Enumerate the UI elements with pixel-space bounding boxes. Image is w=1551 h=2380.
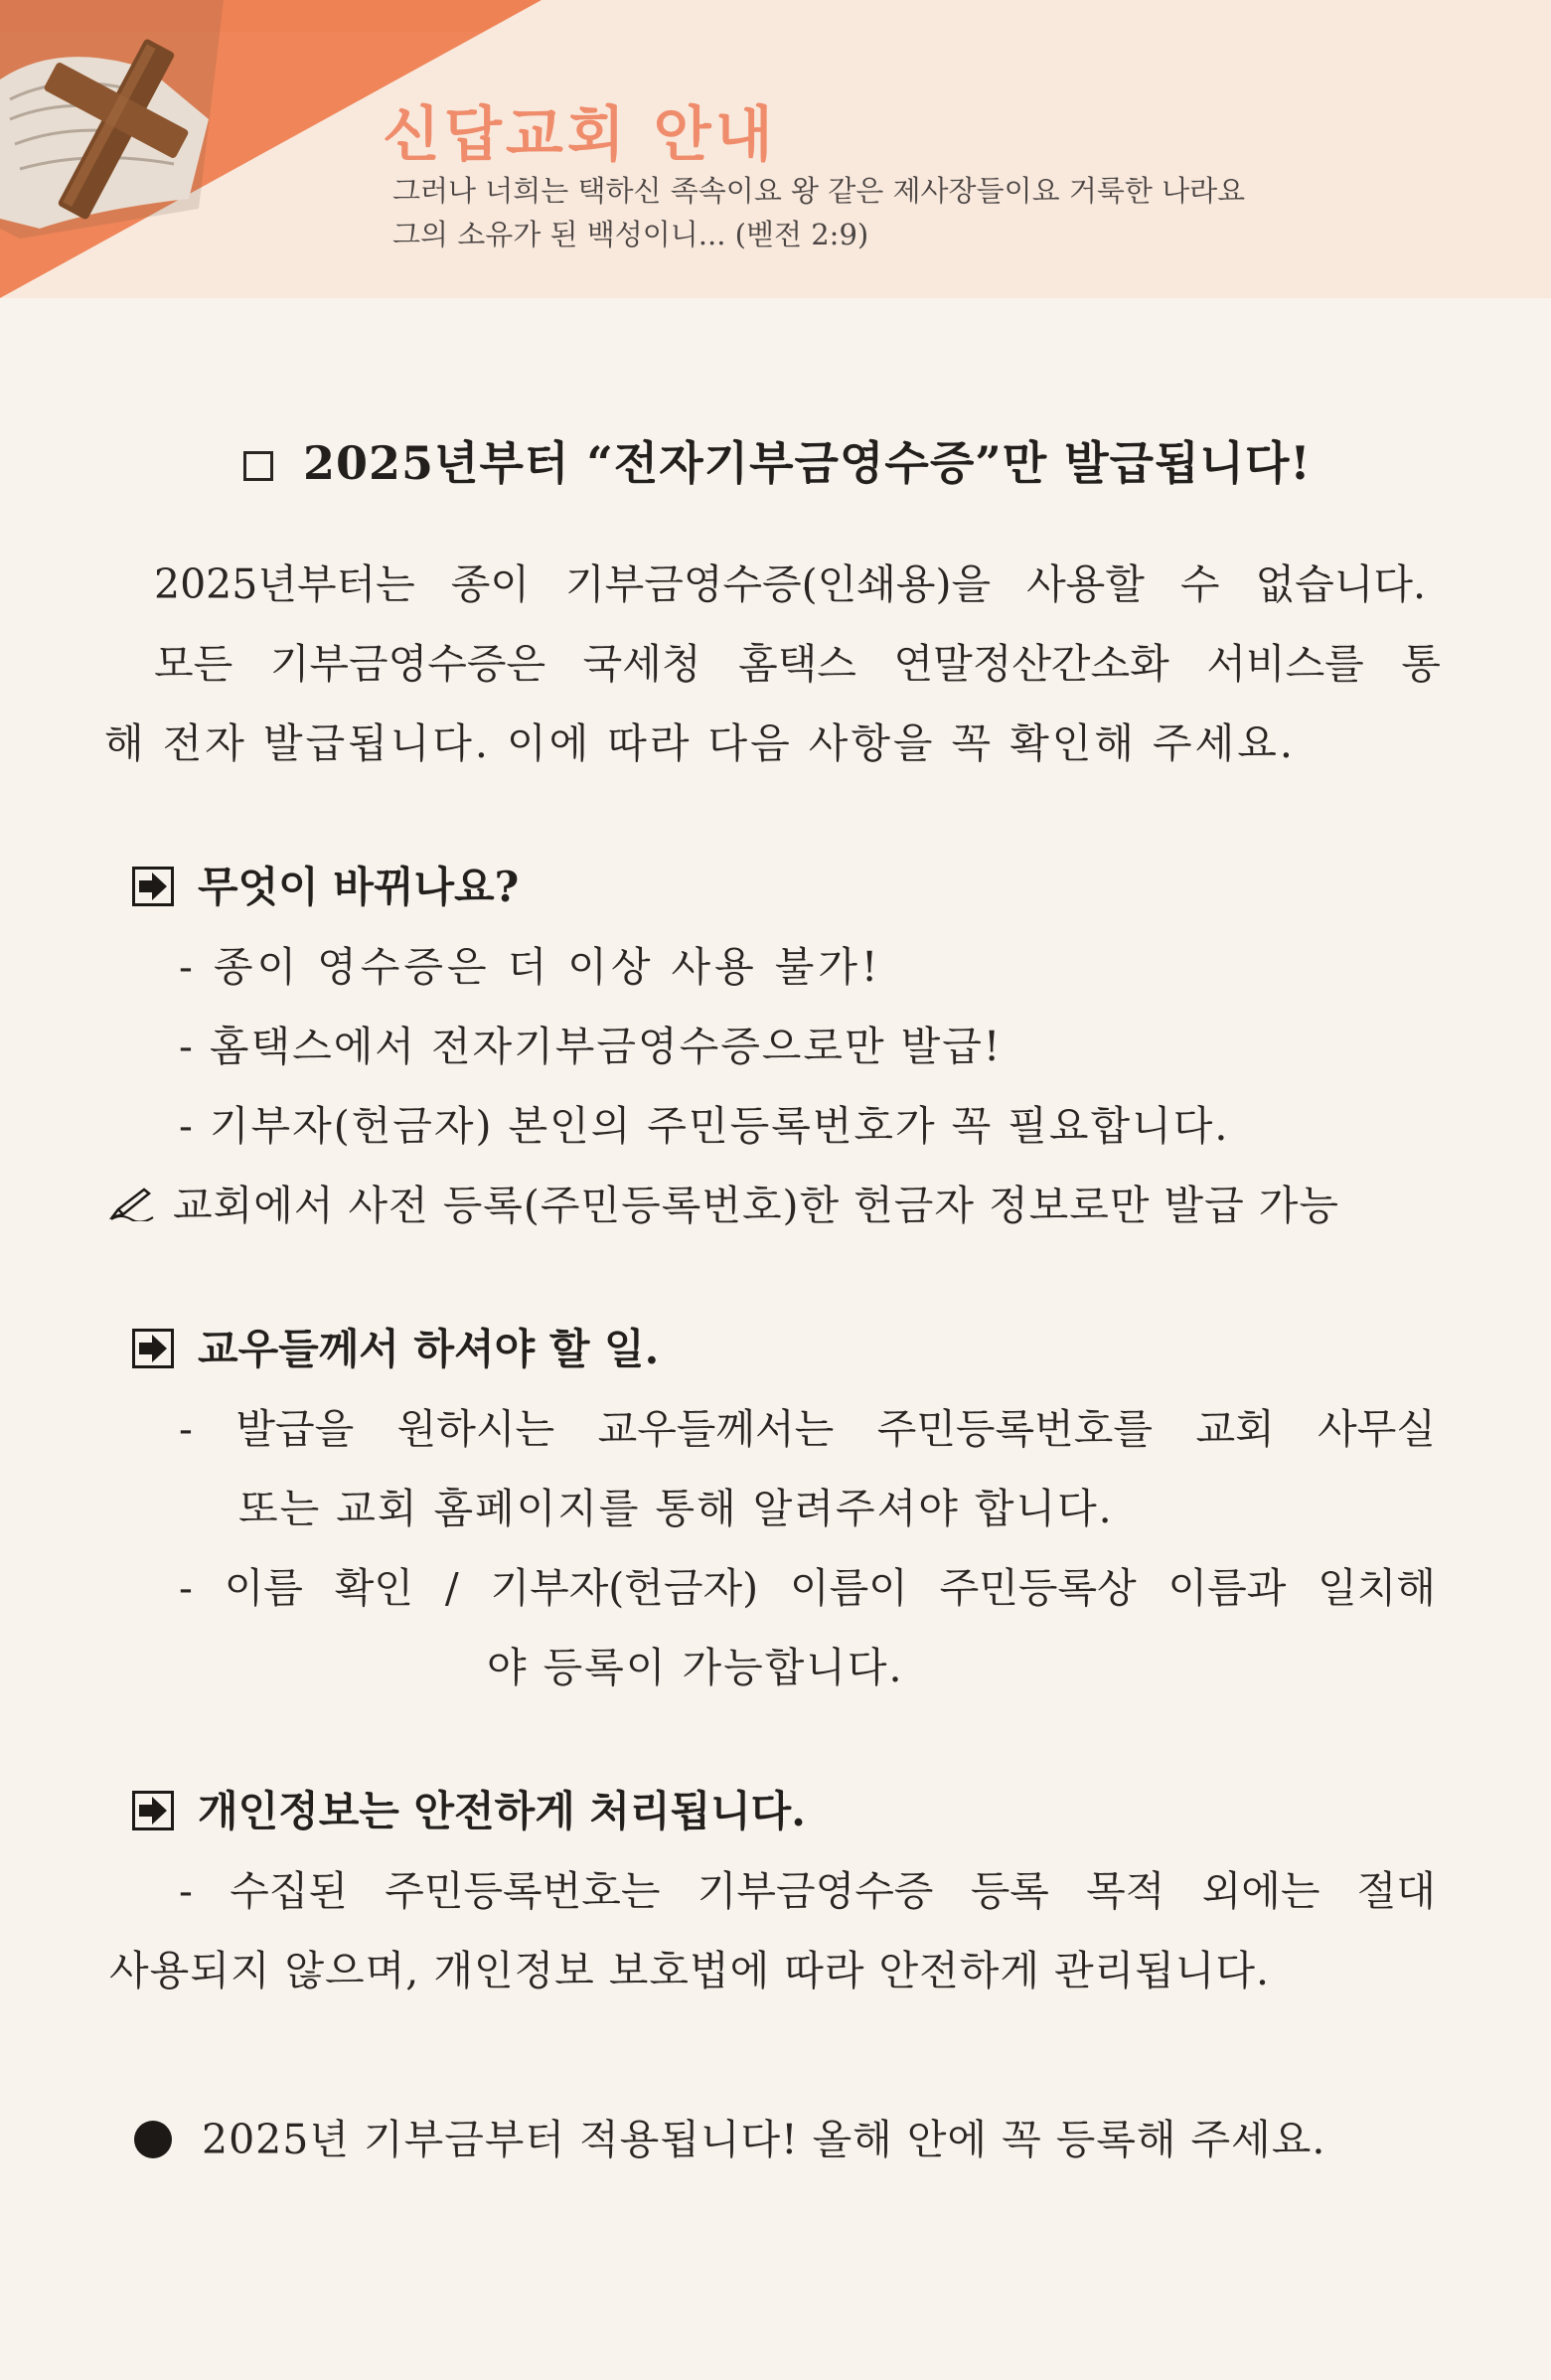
intro-line: 2025년부터는 종이 기부금영수증(인쇄용)을 사용할 수 없습니다.	[154, 560, 1426, 608]
header-verse	[392, 169, 1245, 256]
arrow-box-icon	[132, 1791, 174, 1830]
section-item: 사용되지 않으며, 개인정보 보호법에 따라 안전하게 관리됩니다.	[109, 1947, 1271, 1994]
checkbox-icon	[243, 451, 273, 481]
notice-title-text: 2025년부터 “전자기부금영수증”만 발급됩니다!	[303, 436, 1312, 490]
section-heading-text: 교우들께서 하셔야 할 일.	[198, 1325, 660, 1373]
footer-note	[134, 2107, 1325, 2165]
arrow-box-icon	[132, 867, 174, 906]
section-heading	[132, 1779, 806, 1838]
section-item: - 수집된 주민등록번호는 기부금영수증 등록 목적 외에는 절대	[179, 1867, 1436, 1915]
section-item: 또는 교회 홈페이지를 통해 알려주셔야 합니다.	[238, 1485, 1114, 1532]
intro-line: 모든 기부금영수증은 국세청 홈택스 연말정산간소화 서비스를 통	[154, 640, 1441, 688]
intro-line: 해 전자 발급됩니다. 이에 따라 다음 사항을 꼭 확인해 주세요.	[104, 719, 1296, 767]
verse-line: 그의 소유가 된 백성이니... (벧전 2:9)	[392, 218, 869, 251]
notice-content	[0, 298, 1551, 2380]
section-note-text: 교회에서 사전 등록(주민등록번호)한 헌금자 정보로만 발급 가능	[173, 1182, 1339, 1229]
section-item: 야 등록이 가능합니다.	[487, 1644, 904, 1691]
verse-line: 그러나 너희는 택하신 족속이요 왕 같은 제사장들이요 거룩한 나라요	[392, 174, 1246, 208]
header-banner	[0, 0, 1551, 298]
bullet-icon	[134, 2121, 172, 2158]
section-heading-text: 무엇이 바뀌나요?	[198, 863, 520, 911]
arrow-box-icon	[132, 1329, 174, 1368]
section-item: - 기부자(헌금자) 본인의 주민등록번호가 꼭 필요합니다.	[179, 1102, 1230, 1150]
notice-title	[243, 427, 1312, 493]
header-title: 신답교회 안내	[383, 100, 777, 170]
pen-icon	[109, 1188, 155, 1221]
footer-note-text: 2025년 기부금부터 적용됩니다! 올해 안에 꼭 등록해 주세요.	[202, 2116, 1326, 2163]
section-item: - 종이 영수증은 더 이상 사용 불가!	[179, 943, 882, 991]
section-note	[109, 1173, 1339, 1231]
section-heading-text: 개인정보는 안전하게 처리됩니다.	[198, 1787, 806, 1835]
section-heading	[132, 855, 519, 914]
section-item: - 홈택스에서 전자기부금영수증으로만 발급!	[179, 1023, 1003, 1070]
cross-icon	[0, 0, 229, 238]
section-item: - 이름 확인 / 기부자(헌금자) 이름이 주민등록상 이름과 일치해	[179, 1564, 1436, 1612]
section-item: - 발급을 원하시는 교우들께서는 주민등록번호를 교회 사무실	[179, 1405, 1436, 1453]
section-heading	[132, 1317, 659, 1376]
